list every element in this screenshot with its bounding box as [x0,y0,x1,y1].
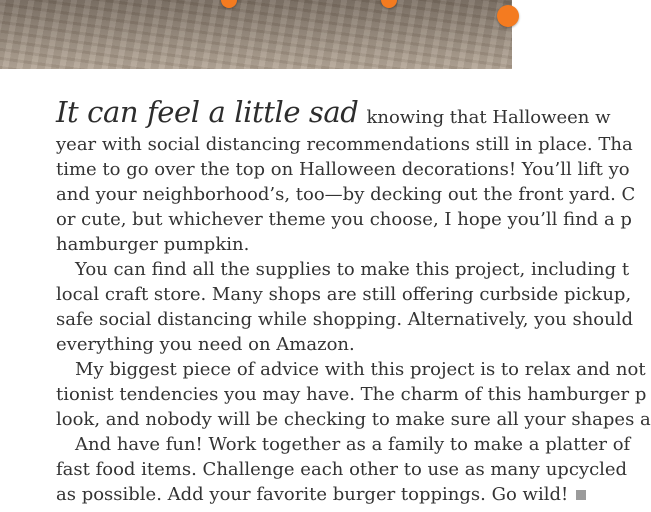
body-text-line: time to go over the top on Halloween decorations! You’ll lift yo [56,159,630,180]
body-text-line: safe social distancing while shopping. Alternatively, you should [56,309,634,330]
body-text-line: And have fun! Work together as a family to make a platter of [75,434,631,455]
end-of-article-mark [576,490,586,500]
body-text-line: everything you need on Amazon. [56,334,355,355]
body-text-line: knowing that Halloween w [366,107,611,128]
orange-decoration [497,5,519,27]
body-text-line: You can find all the supplies to make this project, including t [75,259,630,280]
body-text-line: and your neighborhood’s, too—by decking out the front yard. C [56,184,636,205]
body-text-line: as possible. Add your favorite burger toppings. Go wild! [56,484,569,505]
last-body-text-line [56,482,576,507]
paragraph-1-line-1 [56,95,611,132]
article-body [56,95,651,507]
body-text-line: tionist tendencies you may have. The charm of this hamburger p [56,384,647,405]
body-text-line: fast food items. Challenge each other to use as many upcycled [56,459,628,480]
body-text-line: or cute, but whichever theme you choose, I hope you’ll find a p [56,209,632,230]
body-text-line: look, and nobody will be checking to make sure all your shapes a [56,409,651,430]
lead-in-heading: It can feel a little sad [56,95,359,129]
body-text-line: local craft store. Many shops are still offering curbside pickup, [56,284,632,305]
body-text-line: year with social distancing recommendations still in place. Tha [56,134,633,155]
header-photo [0,0,512,69]
body-text-line: hamburger pumpkin. [56,234,250,255]
body-text-line: My biggest piece of advice with this project is to relax and not [75,359,646,380]
orange-decoration [381,0,397,8]
orange-decoration [221,0,237,8]
